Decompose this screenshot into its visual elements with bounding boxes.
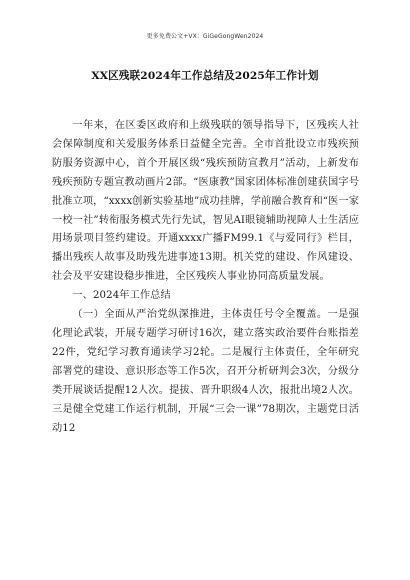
intro-paragraph: 一年来，在区委区政府和上级残联的领导指导下，区残疾人社会保障制度和关爱服务体系日益健全完善。全市首批设立市残疾预防服务资源中心，首个开展区级“残疾预防宣教月”活动，上新发布残疾预防专题宣教动画片2部。“医康教”国家团体标准创建获国字号批准立项，“xxxx创新实验基地”成功挂牌，学前融合教育和“医一家一校一社”转衔服务模式先行先试，智见AI眼镜辅助视障人士生活应用场景项目签约建设。开通xxxx广播FM99.1《与爱同行》栏目，播出残疾人故事及助残先进事迹13期。机关党的建设、作风建设、社会及平安建设稳步推进，全区残疾人事业协同高质量发展。 <box>52 120 359 283</box>
section-paragraph: （一）全面从严治党纵深推进，主体责任号令全覆盖。一是强化理论武装，开展专题学习研讨16次，建立落实政治要件台账指差22件，党纪学习教育通读学习2轮。二是履行主体责任，全年研究部署党的建设、意识形态等工作5次，召开分析研判会3次，分级分类开展谈话提醒12人次。提拔、晋升职级4人次，报批出境2人次。三是健全党建工作运行机制，开展“三会一课”78期次，主题党日活动12 <box>52 309 359 434</box>
document-body <box>52 117 359 438</box>
section-heading: 一、2024年工作总结 <box>72 290 171 302</box>
header-note: 更多免费公文+VX：GiGeGongWen2024 <box>146 33 264 40</box>
document-title: XX区残联2024年工作总结及2025年工作计划 <box>91 70 319 82</box>
